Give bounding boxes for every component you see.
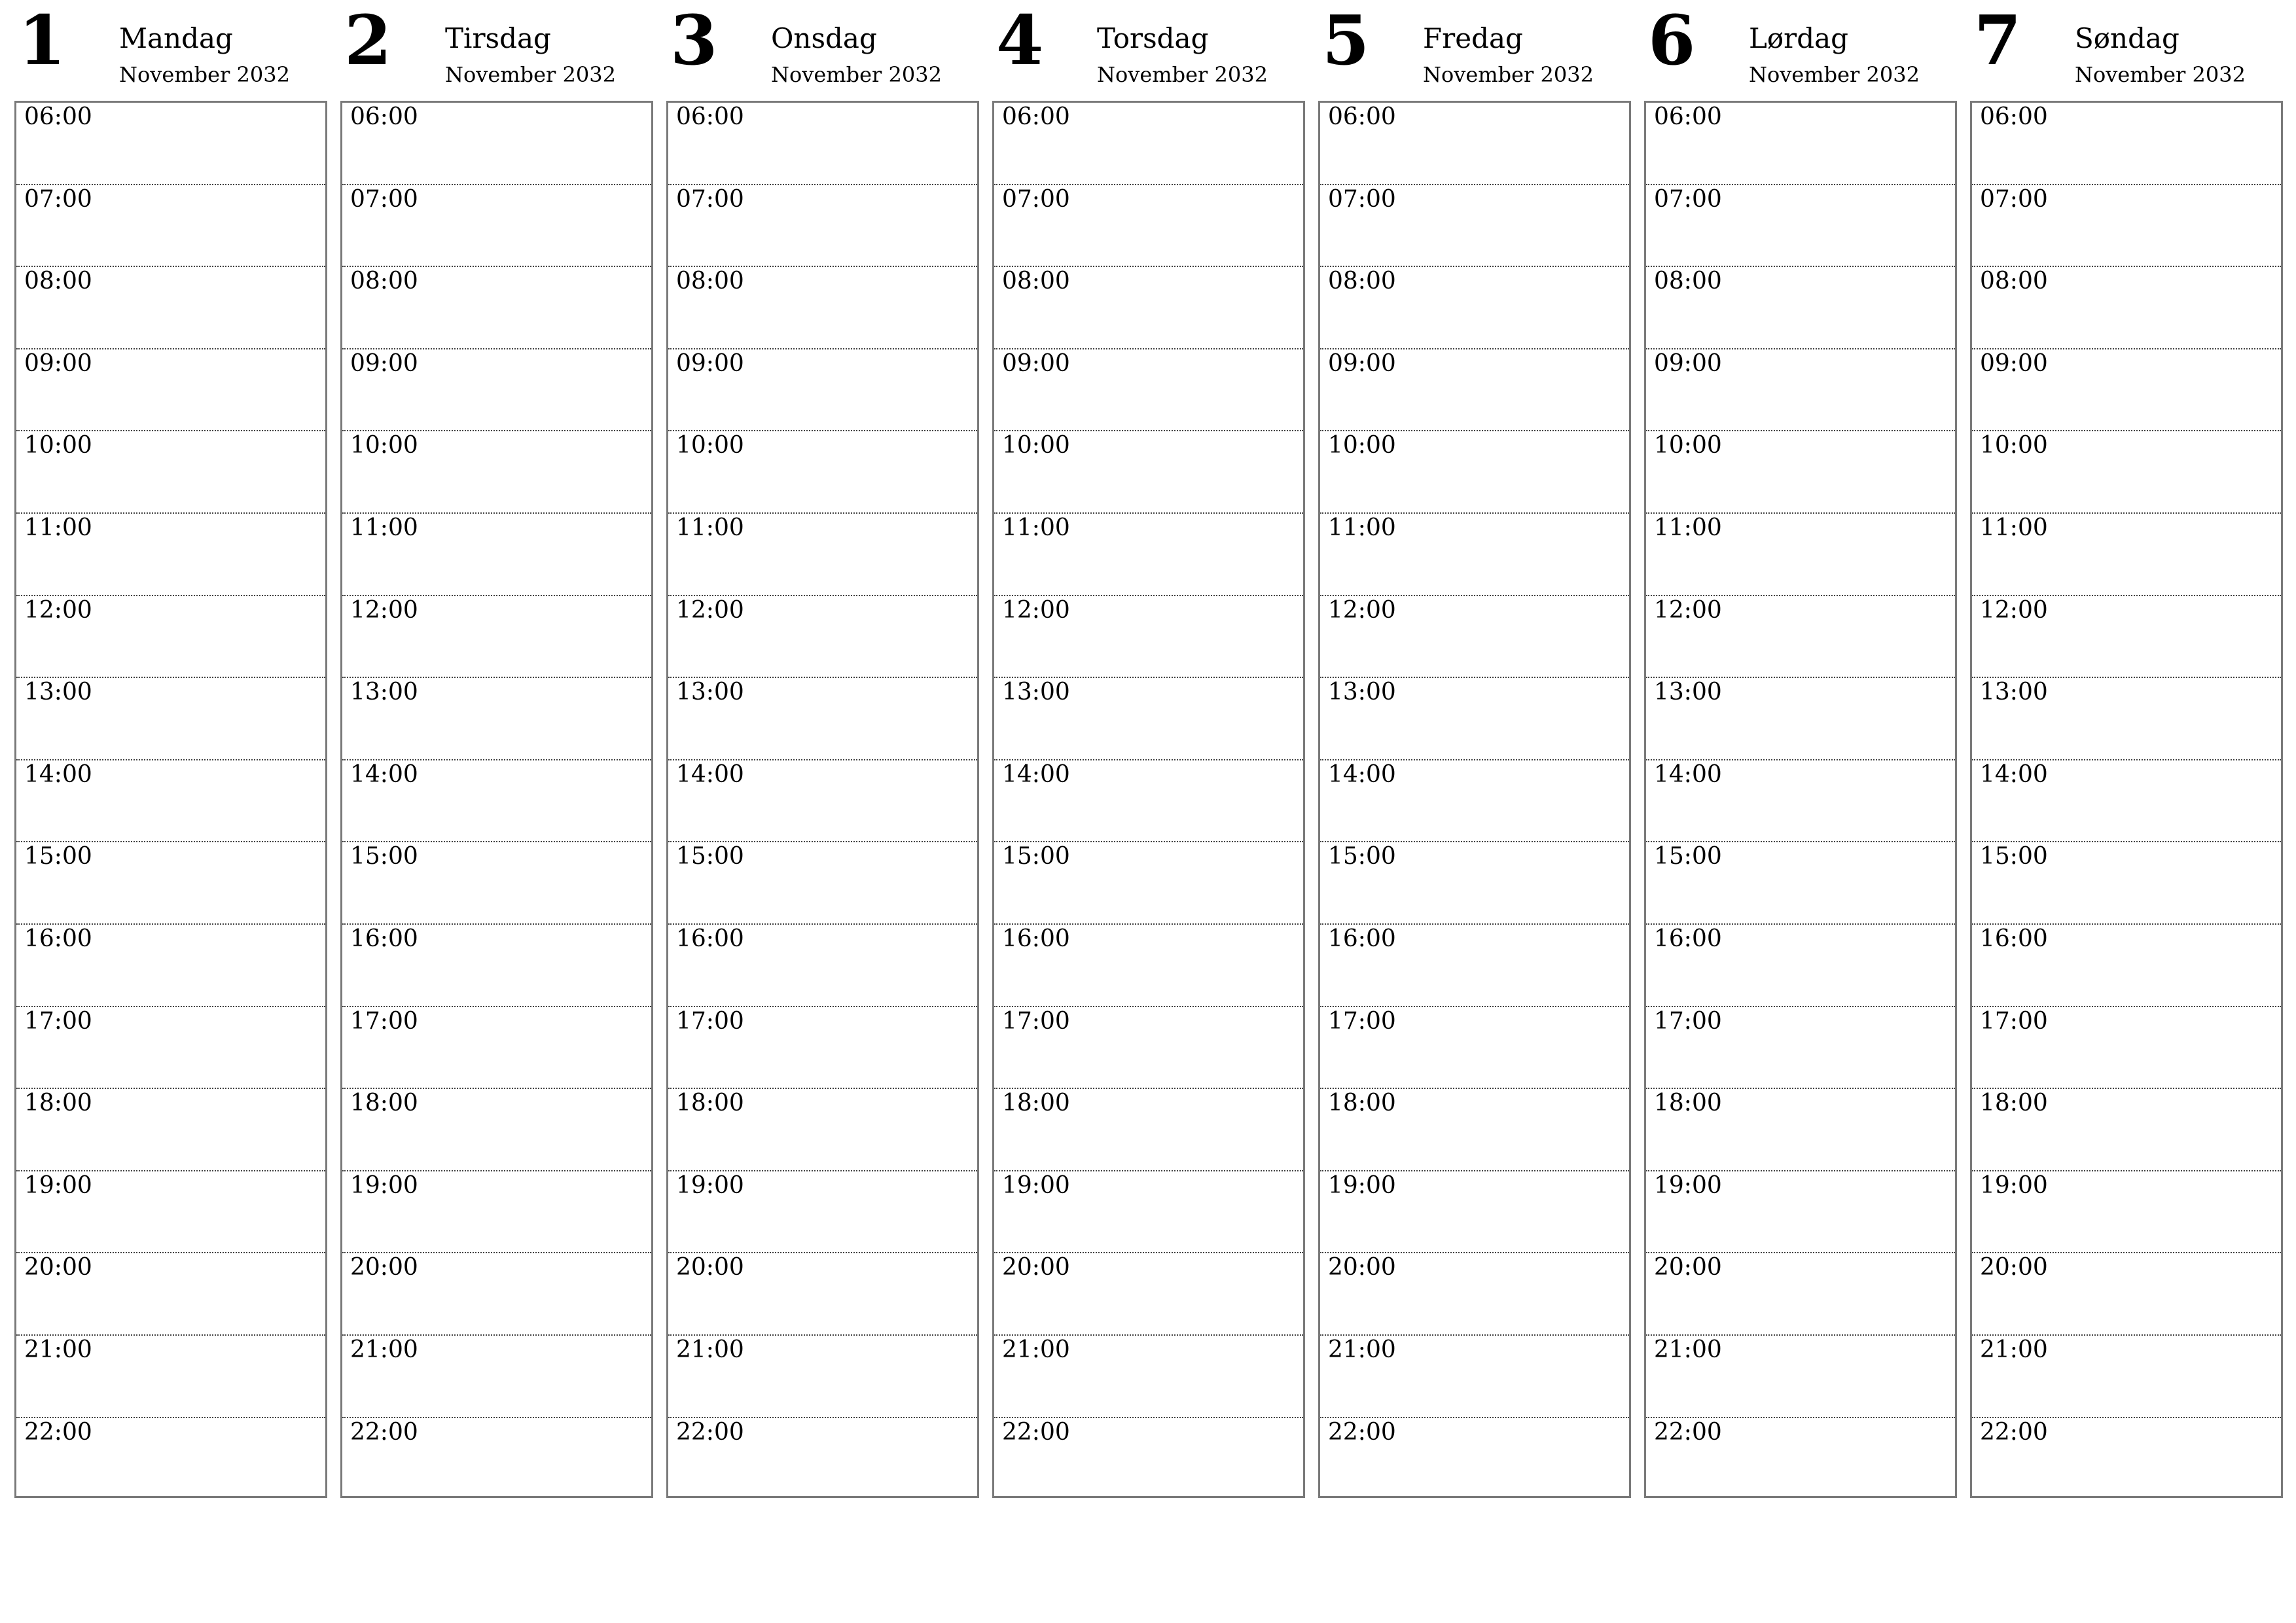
day-schedule bbox=[1644, 101, 1957, 1498]
time-label: 10:00 bbox=[676, 432, 744, 459]
time-label: 14:00 bbox=[350, 760, 418, 788]
time-slot[interactable] bbox=[1972, 185, 2281, 268]
time-label: 09:00 bbox=[24, 349, 92, 377]
time-slot[interactable] bbox=[668, 267, 977, 349]
day-schedule bbox=[14, 101, 327, 1498]
day-month: November 2032 bbox=[1097, 62, 1268, 87]
time-slot[interactable] bbox=[1646, 431, 1955, 514]
time-label: 20:00 bbox=[350, 1254, 418, 1281]
day-name: Lørdag bbox=[1749, 22, 1849, 54]
day-name: Søndag bbox=[2075, 22, 2179, 54]
time-label: 12:00 bbox=[24, 596, 92, 624]
time-slot[interactable] bbox=[668, 1253, 977, 1336]
time-label: 06:00 bbox=[1654, 103, 1722, 130]
time-slot[interactable] bbox=[342, 514, 651, 596]
day-month: November 2032 bbox=[1749, 62, 1920, 87]
time-label: 10:00 bbox=[1654, 432, 1722, 459]
time-slot[interactable] bbox=[668, 349, 977, 432]
time-slot[interactable] bbox=[668, 760, 977, 843]
time-slot[interactable] bbox=[1972, 842, 2281, 925]
time-label: 08:00 bbox=[1980, 268, 2048, 295]
time-label: 08:00 bbox=[1328, 268, 1396, 295]
time-label: 14:00 bbox=[676, 760, 744, 788]
time-label: 09:00 bbox=[350, 349, 418, 377]
time-slot[interactable] bbox=[16, 267, 325, 349]
time-slot[interactable] bbox=[668, 431, 977, 514]
day-number: 5 bbox=[1322, 0, 1370, 80]
time-slot[interactable] bbox=[342, 103, 651, 185]
time-slot[interactable] bbox=[668, 514, 977, 596]
time-slot[interactable] bbox=[994, 1253, 1303, 1336]
time-slot[interactable] bbox=[1972, 267, 2281, 349]
time-label: 08:00 bbox=[1002, 268, 1070, 295]
day-name: Mandag bbox=[119, 22, 233, 54]
time-label: 19:00 bbox=[1654, 1171, 1722, 1199]
time-slot[interactable] bbox=[1320, 514, 1629, 596]
time-slot[interactable] bbox=[994, 596, 1303, 679]
time-slot[interactable] bbox=[16, 185, 325, 268]
day-column bbox=[992, 0, 1305, 1498]
time-slot[interactable] bbox=[994, 1418, 1303, 1501]
time-label: 06:00 bbox=[1328, 103, 1396, 130]
time-label: 14:00 bbox=[1654, 760, 1722, 788]
time-slot[interactable] bbox=[668, 678, 977, 760]
day-number: 6 bbox=[1648, 0, 1696, 80]
time-label: 21:00 bbox=[24, 1336, 92, 1363]
time-label: 18:00 bbox=[1002, 1090, 1070, 1117]
time-slot[interactable] bbox=[1320, 1089, 1629, 1171]
time-slot[interactable] bbox=[668, 596, 977, 679]
time-label: 19:00 bbox=[1980, 1171, 2048, 1199]
time-slot[interactable] bbox=[16, 842, 325, 925]
time-label: 22:00 bbox=[1328, 1418, 1396, 1446]
time-label: 13:00 bbox=[1328, 679, 1396, 706]
time-slot[interactable] bbox=[994, 431, 1303, 514]
time-label: 16:00 bbox=[1328, 925, 1396, 952]
time-label: 07:00 bbox=[24, 185, 92, 213]
time-label: 16:00 bbox=[24, 925, 92, 952]
time-label: 09:00 bbox=[1980, 349, 2048, 377]
time-slot[interactable] bbox=[342, 1336, 651, 1418]
time-label: 20:00 bbox=[1980, 1254, 2048, 1281]
time-slot[interactable] bbox=[994, 1089, 1303, 1171]
day-name: Tirsdag bbox=[445, 22, 551, 54]
time-slot[interactable] bbox=[16, 1007, 325, 1090]
time-label: 19:00 bbox=[24, 1171, 92, 1199]
day-number: 3 bbox=[670, 0, 718, 80]
time-slot[interactable] bbox=[1320, 1007, 1629, 1090]
time-slot[interactable] bbox=[1972, 1089, 2281, 1171]
time-slot[interactable] bbox=[1320, 1418, 1629, 1501]
time-label: 14:00 bbox=[1328, 760, 1396, 788]
time-label: 09:00 bbox=[1328, 349, 1396, 377]
time-label: 16:00 bbox=[1002, 925, 1070, 952]
day-column bbox=[1318, 0, 1631, 1498]
time-label: 21:00 bbox=[1002, 1336, 1070, 1363]
time-label: 09:00 bbox=[676, 349, 744, 377]
time-slot[interactable] bbox=[342, 1253, 651, 1336]
time-slot[interactable] bbox=[1320, 185, 1629, 268]
day-number: 1 bbox=[18, 0, 66, 80]
time-label: 20:00 bbox=[1002, 1254, 1070, 1281]
time-label: 18:00 bbox=[350, 1090, 418, 1117]
time-label: 22:00 bbox=[1002, 1418, 1070, 1446]
time-slot[interactable] bbox=[994, 267, 1303, 349]
time-slot[interactable] bbox=[16, 678, 325, 760]
time-label: 07:00 bbox=[1980, 185, 2048, 213]
time-label: 13:00 bbox=[24, 679, 92, 706]
time-label: 11:00 bbox=[1980, 514, 2048, 541]
time-slot[interactable] bbox=[1320, 1336, 1629, 1418]
time-label: 06:00 bbox=[1002, 103, 1070, 130]
time-label: 14:00 bbox=[1980, 760, 2048, 788]
time-slot[interactable] bbox=[342, 678, 651, 760]
time-label: 12:00 bbox=[1654, 596, 1722, 624]
time-slot[interactable] bbox=[1646, 1171, 1955, 1254]
time-label: 13:00 bbox=[350, 679, 418, 706]
time-label: 10:00 bbox=[1980, 432, 2048, 459]
time-label: 19:00 bbox=[676, 1171, 744, 1199]
time-label: 15:00 bbox=[1002, 843, 1070, 870]
time-slot[interactable] bbox=[994, 103, 1303, 185]
time-label: 21:00 bbox=[1980, 1336, 2048, 1363]
time-label: 06:00 bbox=[1980, 103, 2048, 130]
time-slot[interactable] bbox=[994, 842, 1303, 925]
time-slot[interactable] bbox=[1646, 103, 1955, 185]
time-label: 07:00 bbox=[1002, 185, 1070, 213]
time-slot[interactable] bbox=[1972, 678, 2281, 760]
time-label: 19:00 bbox=[1328, 1171, 1396, 1199]
time-slot[interactable] bbox=[342, 1007, 651, 1090]
day-header bbox=[1970, 0, 2283, 101]
time-slot[interactable] bbox=[1320, 103, 1629, 185]
time-label: 12:00 bbox=[1980, 596, 2048, 624]
day-schedule bbox=[992, 101, 1305, 1498]
time-slot[interactable] bbox=[16, 760, 325, 843]
time-slot[interactable] bbox=[342, 1418, 651, 1501]
time-slot[interactable] bbox=[1646, 760, 1955, 843]
time-slot[interactable] bbox=[1972, 1418, 2281, 1501]
time-label: 18:00 bbox=[24, 1090, 92, 1117]
time-slot[interactable] bbox=[342, 760, 651, 843]
time-label: 18:00 bbox=[1328, 1090, 1396, 1117]
time-label: 19:00 bbox=[1002, 1171, 1070, 1199]
day-column bbox=[666, 0, 979, 1498]
time-label: 21:00 bbox=[1328, 1336, 1396, 1363]
time-slot[interactable] bbox=[994, 1171, 1303, 1254]
weekly-planner bbox=[14, 0, 2283, 1498]
time-slot[interactable] bbox=[994, 349, 1303, 432]
time-slot[interactable] bbox=[994, 1007, 1303, 1090]
time-label: 18:00 bbox=[1980, 1090, 2048, 1117]
time-slot[interactable] bbox=[668, 1007, 977, 1090]
time-label: 12:00 bbox=[1002, 596, 1070, 624]
time-label: 10:00 bbox=[1002, 432, 1070, 459]
time-label: 17:00 bbox=[350, 1007, 418, 1035]
day-header bbox=[1644, 0, 1957, 101]
time-label: 17:00 bbox=[676, 1007, 744, 1035]
day-month: November 2032 bbox=[2075, 62, 2246, 87]
time-slot[interactable] bbox=[1320, 349, 1629, 432]
time-label: 08:00 bbox=[24, 268, 92, 295]
day-schedule bbox=[666, 101, 979, 1498]
day-month: November 2032 bbox=[771, 62, 942, 87]
time-slot[interactable] bbox=[1646, 514, 1955, 596]
time-label: 18:00 bbox=[676, 1090, 744, 1117]
time-slot[interactable] bbox=[16, 1336, 325, 1418]
time-label: 17:00 bbox=[1002, 1007, 1070, 1035]
time-label: 06:00 bbox=[676, 103, 744, 130]
time-label: 12:00 bbox=[350, 596, 418, 624]
time-label: 13:00 bbox=[1654, 679, 1722, 706]
time-label: 12:00 bbox=[676, 596, 744, 624]
time-slot[interactable] bbox=[16, 431, 325, 514]
day-column bbox=[1970, 0, 2283, 1498]
time-label: 09:00 bbox=[1654, 349, 1722, 377]
time-slot[interactable] bbox=[1320, 678, 1629, 760]
time-label: 17:00 bbox=[24, 1007, 92, 1035]
time-slot[interactable] bbox=[16, 1418, 325, 1501]
time-slot[interactable] bbox=[1646, 349, 1955, 432]
time-slot[interactable] bbox=[16, 925, 325, 1007]
time-slot[interactable] bbox=[668, 1418, 977, 1501]
time-slot[interactable] bbox=[994, 514, 1303, 596]
time-label: 21:00 bbox=[676, 1336, 744, 1363]
time-slot[interactable] bbox=[342, 1089, 651, 1171]
time-slot[interactable] bbox=[668, 842, 977, 925]
time-label: 13:00 bbox=[1002, 679, 1070, 706]
day-header bbox=[1318, 0, 1631, 101]
day-number: 4 bbox=[996, 0, 1044, 80]
time-slot[interactable] bbox=[1646, 1336, 1955, 1418]
time-label: 20:00 bbox=[676, 1254, 744, 1281]
day-number: 7 bbox=[1974, 0, 2022, 80]
day-name: Fredag bbox=[1423, 22, 1523, 54]
time-slot[interactable] bbox=[1972, 1007, 2281, 1090]
time-label: 10:00 bbox=[1328, 432, 1396, 459]
time-slot[interactable] bbox=[342, 842, 651, 925]
day-name: Onsdag bbox=[771, 22, 877, 54]
day-month: November 2032 bbox=[1423, 62, 1594, 87]
time-label: 11:00 bbox=[676, 514, 744, 541]
time-slot[interactable] bbox=[1972, 1171, 2281, 1254]
time-slot[interactable] bbox=[1646, 678, 1955, 760]
day-schedule bbox=[340, 101, 653, 1498]
time-slot[interactable] bbox=[668, 1171, 977, 1254]
time-slot[interactable] bbox=[342, 349, 651, 432]
time-label: 07:00 bbox=[350, 185, 418, 213]
time-label: 16:00 bbox=[676, 925, 744, 952]
time-slot[interactable] bbox=[16, 1089, 325, 1171]
time-slot[interactable] bbox=[1646, 267, 1955, 349]
time-slot[interactable] bbox=[1972, 103, 2281, 185]
time-label: 08:00 bbox=[676, 268, 744, 295]
day-header bbox=[666, 0, 979, 101]
day-schedule bbox=[1970, 101, 2283, 1498]
time-label: 09:00 bbox=[1002, 349, 1070, 377]
time-label: 21:00 bbox=[1654, 1336, 1722, 1363]
time-slot[interactable] bbox=[1646, 1253, 1955, 1336]
time-slot[interactable] bbox=[994, 1336, 1303, 1418]
time-label: 14:00 bbox=[24, 760, 92, 788]
time-slot[interactable] bbox=[1972, 1253, 2281, 1336]
time-slot[interactable] bbox=[1646, 1007, 1955, 1090]
time-slot[interactable] bbox=[994, 925, 1303, 1007]
time-label: 19:00 bbox=[350, 1171, 418, 1199]
time-slot[interactable] bbox=[1320, 1253, 1629, 1336]
time-label: 22:00 bbox=[24, 1418, 92, 1446]
time-label: 06:00 bbox=[24, 103, 92, 130]
day-header bbox=[14, 0, 327, 101]
time-slot[interactable] bbox=[1320, 925, 1629, 1007]
time-slot[interactable] bbox=[1320, 1171, 1629, 1254]
time-slot[interactable] bbox=[1972, 596, 2281, 679]
day-number: 2 bbox=[344, 0, 392, 80]
time-label: 08:00 bbox=[1654, 268, 1722, 295]
time-slot[interactable] bbox=[342, 925, 651, 1007]
time-slot[interactable] bbox=[16, 514, 325, 596]
time-slot[interactable] bbox=[1972, 514, 2281, 596]
time-slot[interactable] bbox=[1972, 1336, 2281, 1418]
day-header bbox=[992, 0, 1305, 101]
time-label: 15:00 bbox=[350, 843, 418, 870]
day-schedule bbox=[1318, 101, 1631, 1498]
time-slot[interactable] bbox=[668, 103, 977, 185]
time-label: 15:00 bbox=[1980, 843, 2048, 870]
time-slot[interactable] bbox=[1646, 1089, 1955, 1171]
day-header bbox=[340, 0, 653, 101]
time-label: 11:00 bbox=[350, 514, 418, 541]
time-label: 11:00 bbox=[1002, 514, 1070, 541]
time-label: 10:00 bbox=[24, 432, 92, 459]
time-label: 07:00 bbox=[676, 185, 744, 213]
time-slot[interactable] bbox=[1972, 349, 2281, 432]
day-month: November 2032 bbox=[445, 62, 616, 87]
time-label: 22:00 bbox=[676, 1418, 744, 1446]
time-slot[interactable] bbox=[994, 185, 1303, 268]
time-slot[interactable] bbox=[668, 1336, 977, 1418]
time-label: 22:00 bbox=[350, 1418, 418, 1446]
day-column bbox=[340, 0, 653, 1498]
time-slot[interactable] bbox=[1646, 925, 1955, 1007]
time-label: 15:00 bbox=[24, 843, 92, 870]
time-slot[interactable] bbox=[16, 1253, 325, 1336]
time-slot[interactable] bbox=[1646, 185, 1955, 268]
time-label: 07:00 bbox=[1654, 185, 1722, 213]
time-label: 22:00 bbox=[1654, 1418, 1722, 1446]
time-label: 18:00 bbox=[1654, 1090, 1722, 1117]
time-slot[interactable] bbox=[1320, 596, 1629, 679]
time-slot[interactable] bbox=[668, 925, 977, 1007]
time-slot[interactable] bbox=[342, 596, 651, 679]
time-label: 11:00 bbox=[1328, 514, 1396, 541]
time-label: 20:00 bbox=[24, 1254, 92, 1281]
time-slot[interactable] bbox=[16, 1171, 325, 1254]
time-slot[interactable] bbox=[16, 103, 325, 185]
time-label: 12:00 bbox=[1328, 596, 1396, 624]
time-slot[interactable] bbox=[1320, 431, 1629, 514]
time-slot[interactable] bbox=[1320, 760, 1629, 843]
time-slot[interactable] bbox=[342, 185, 651, 268]
time-slot[interactable] bbox=[1646, 1418, 1955, 1501]
time-slot[interactable] bbox=[668, 1089, 977, 1171]
time-slot[interactable] bbox=[1320, 842, 1629, 925]
time-label: 20:00 bbox=[1328, 1254, 1396, 1281]
time-slot[interactable] bbox=[342, 431, 651, 514]
time-label: 08:00 bbox=[350, 268, 418, 295]
day-column bbox=[14, 0, 327, 1498]
time-label: 16:00 bbox=[1980, 925, 2048, 952]
time-label: 15:00 bbox=[1328, 843, 1396, 870]
day-name: Torsdag bbox=[1097, 22, 1209, 54]
time-slot[interactable] bbox=[1972, 760, 2281, 843]
time-label: 16:00 bbox=[350, 925, 418, 952]
time-label: 11:00 bbox=[1654, 514, 1722, 541]
day-column bbox=[1644, 0, 1957, 1498]
time-label: 06:00 bbox=[350, 103, 418, 130]
time-slot[interactable] bbox=[1972, 431, 2281, 514]
time-label: 15:00 bbox=[676, 843, 744, 870]
time-slot[interactable] bbox=[1320, 267, 1629, 349]
time-slot[interactable] bbox=[1646, 842, 1955, 925]
time-slot[interactable] bbox=[16, 349, 325, 432]
time-label: 21:00 bbox=[350, 1336, 418, 1363]
time-slot[interactable] bbox=[342, 267, 651, 349]
time-label: 17:00 bbox=[1328, 1007, 1396, 1035]
time-label: 13:00 bbox=[676, 679, 744, 706]
time-slot[interactable] bbox=[1972, 925, 2281, 1007]
time-label: 10:00 bbox=[350, 432, 418, 459]
time-label: 13:00 bbox=[1980, 679, 2048, 706]
time-slot[interactable] bbox=[994, 678, 1303, 760]
time-label: 22:00 bbox=[1980, 1418, 2048, 1446]
time-label: 15:00 bbox=[1654, 843, 1722, 870]
time-label: 20:00 bbox=[1654, 1254, 1722, 1281]
day-month: November 2032 bbox=[119, 62, 290, 87]
time-slot[interactable] bbox=[668, 185, 977, 268]
time-label: 16:00 bbox=[1654, 925, 1722, 952]
time-slot[interactable] bbox=[1646, 596, 1955, 679]
time-slot[interactable] bbox=[342, 1171, 651, 1254]
time-label: 17:00 bbox=[1980, 1007, 2048, 1035]
time-label: 07:00 bbox=[1328, 185, 1396, 213]
time-slot[interactable] bbox=[16, 596, 325, 679]
time-label: 14:00 bbox=[1002, 760, 1070, 788]
time-label: 17:00 bbox=[1654, 1007, 1722, 1035]
time-slot[interactable] bbox=[994, 760, 1303, 843]
time-label: 11:00 bbox=[24, 514, 92, 541]
